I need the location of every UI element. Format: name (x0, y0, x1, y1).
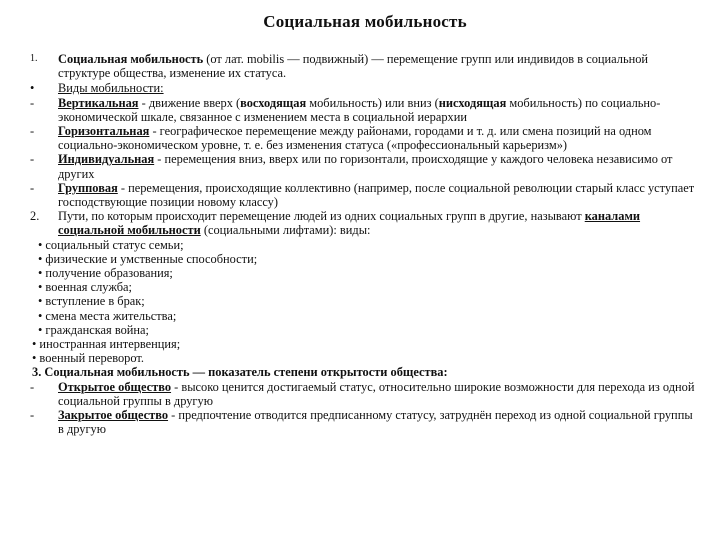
section-1-definition (30, 52, 700, 80)
list-item: • военная служба; (38, 280, 132, 295)
term-channels: каналами социальной мобильности (58, 209, 641, 238)
section-3-heading: 3. Социальная мобильность — показатель степени открытости общества: (32, 365, 448, 380)
list-item: • военный переворот. (32, 351, 144, 366)
dash-marker: - (30, 408, 35, 423)
list-number: 2. (30, 209, 40, 224)
dash-marker: - (30, 152, 35, 167)
term-horizontal: Горизонтальная (58, 124, 150, 139)
dash-marker: - (30, 379, 35, 394)
section-2-definition: 2. Пути, по которым происходит перемещение людей из одних социальных групп в другие, называют каналами социальной мобильности (социальными лифтами): виды: (30, 209, 641, 238)
list-item: • физические и умственные способности; (38, 251, 258, 266)
list-item: • иностранная интервенция; (32, 337, 181, 352)
term-vertical: Вертикальная (58, 95, 139, 110)
term-individual: Индивидуальная (58, 152, 155, 167)
list-item: • гражданская война; (38, 322, 150, 337)
types-heading-row (30, 81, 700, 95)
types-heading: Виды мобильности: (58, 81, 164, 96)
list-item: • социальный статус семьи; (38, 237, 184, 252)
list-item: • получение образования; (38, 266, 173, 281)
type-vertical: - Вертикальная - движение вверх (восходящая мобильность) или вниз (нисходящая мобильность) по социально-экономической шкале, связанное с изменением места в социальной иерархии (30, 95, 661, 124)
dash-marker: - (30, 180, 35, 195)
type-individual: - Индивидуальная - перемещения вниз, вверх или по горизонтали, происходящие у каждого человека независимо от других (30, 152, 673, 181)
term-downward: нисходящая (438, 95, 507, 110)
page-title: Социальная мобильность (263, 12, 467, 31)
list-number: 1. (30, 53, 38, 64)
list-item: • вступление в брак; (38, 294, 145, 309)
type-group: - Групповая - перемещения, происходящие коллективно (например, после социальной революции старый класс уступает господствующие позиции новому классу) (30, 180, 695, 210)
term-upward: восходящая (240, 95, 307, 110)
closed-society: - Закрытое общество - предпочтение отводится предписанному статусу, затруднён переход из одной социальной группы в другую (30, 408, 693, 437)
term-group: Групповая (58, 180, 118, 195)
definition-text: (от лат. mobilis — подвижный) — перемещение групп или индивидов в социальной структуре общества, изменение их статуса. (58, 52, 649, 81)
dash-marker: - (30, 95, 35, 110)
list-item: • смена места жительства; (38, 308, 177, 323)
slide-content (30, 52, 700, 436)
type-horizontal: - Горизонтальная - географическое перемещение между районами, городами и т. д. или смена позиций на одном социально-экономическом уровне, т. е. без изменения статуса («профессиональный карьеризм») (30, 124, 652, 153)
dash-marker: - (30, 124, 35, 139)
open-society: - Открытое общество - высоко ценится достигаемый статус, относительно широкие возможности для перехода из одной социальной группы в другую (30, 379, 695, 408)
bullet-icon: • (30, 81, 35, 96)
term-social-mobility: Социальная мобильность (58, 52, 204, 66)
term-closed-society: Закрытое общество (58, 408, 169, 423)
term-open-society: Открытое общество (58, 379, 172, 394)
